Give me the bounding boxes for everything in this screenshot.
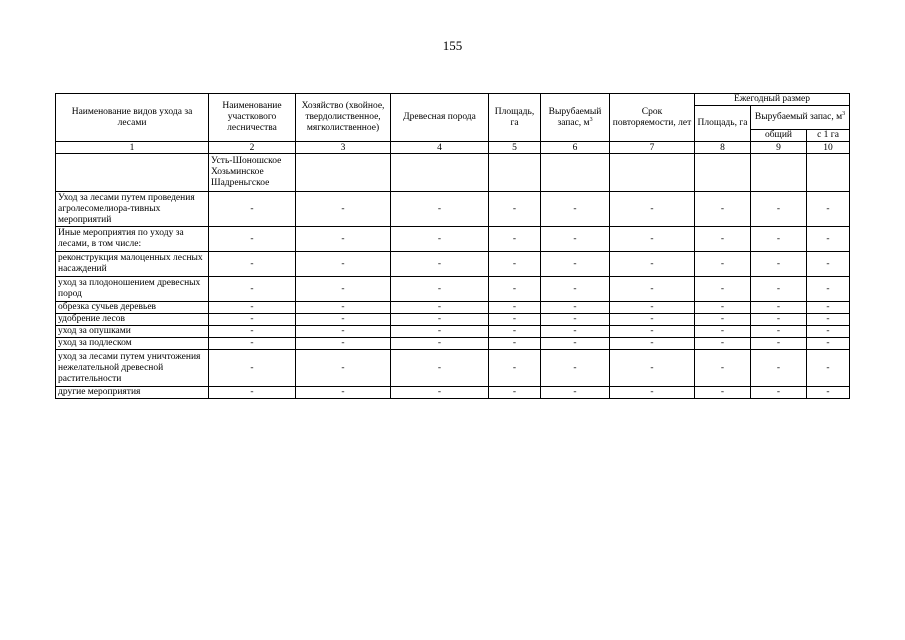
value-cell: - — [541, 277, 610, 302]
value-cell: - — [391, 338, 489, 350]
value-cell: - — [807, 350, 850, 387]
value-cell: - — [610, 252, 695, 277]
page-number: 155 — [442, 38, 463, 53]
column-number: 7 — [610, 142, 695, 154]
value-cell: - — [610, 302, 695, 314]
value-cell: - — [541, 326, 610, 338]
forestry-name: Усть-Шоношское — [211, 156, 282, 166]
value-cell: - — [695, 350, 751, 387]
header-forestry: Наименование участкового лесничества — [209, 94, 296, 142]
care-type-name: Иные мероприятия по уходу за лесами, в том числе: — [56, 227, 209, 252]
value-cell: - — [807, 326, 850, 338]
value-cell: - — [751, 252, 807, 277]
value-cell: - — [296, 314, 391, 326]
value-cell: - — [209, 338, 296, 350]
column-number: 4 — [391, 142, 489, 154]
empty-cell — [751, 154, 807, 192]
value-cell: - — [751, 387, 807, 399]
empty-cell — [807, 154, 850, 192]
value-cell: - — [695, 192, 751, 227]
value-cell: - — [209, 277, 296, 302]
value-cell: - — [391, 302, 489, 314]
header-annual-stock: Вырубаемый запас, $м^3$ — [751, 106, 850, 130]
value-cell: - — [610, 326, 695, 338]
value-cell: - — [541, 192, 610, 227]
value-cell: - — [695, 227, 751, 252]
value-cell: - — [541, 314, 610, 326]
value-cell: - — [489, 227, 541, 252]
value-cell: - — [296, 227, 391, 252]
value-cell: - — [391, 387, 489, 399]
value-cell: - — [695, 314, 751, 326]
care-type-name: обрезка сучьев деревьев — [56, 302, 209, 314]
column-number: 3 — [296, 142, 391, 154]
empty-cell — [296, 154, 391, 192]
header-economy: Хозяйство (хвойное, твердолиственное, мягколиственное) — [296, 94, 391, 142]
value-cell: - — [209, 326, 296, 338]
value-cell: - — [209, 314, 296, 326]
value-cell: - — [807, 227, 850, 252]
value-cell: - — [751, 302, 807, 314]
value-cell: - — [610, 227, 695, 252]
value-cell: - — [489, 277, 541, 302]
table-row — [56, 350, 850, 387]
value-cell: - — [209, 350, 296, 387]
header-annual-per-ha: с 1 га — [807, 130, 850, 142]
column-number: 1 — [56, 142, 209, 154]
value-cell: - — [391, 252, 489, 277]
value-cell: - — [695, 326, 751, 338]
table-row — [56, 314, 850, 326]
value-cell: - — [751, 314, 807, 326]
value-cell: - — [695, 387, 751, 399]
value-cell: - — [807, 302, 850, 314]
header-species: Древесная порода — [391, 94, 489, 142]
value-cell: - — [391, 314, 489, 326]
value-cell: - — [489, 314, 541, 326]
empty-cell — [610, 154, 695, 192]
value-cell: - — [807, 277, 850, 302]
care-type-name: Уход за лесами путем проведения агролесомелиора-тивных мероприятий — [56, 192, 209, 227]
value-cell: - — [391, 350, 489, 387]
value-cell: - — [541, 252, 610, 277]
value-cell: - — [751, 227, 807, 252]
header-area: Площадь, га — [489, 94, 541, 142]
forestry-name: Хозьминское — [211, 167, 264, 177]
column-number: 9 — [751, 142, 807, 154]
table-row — [56, 302, 850, 314]
value-cell: - — [807, 252, 850, 277]
value-cell: - — [489, 350, 541, 387]
value-cell: - — [489, 387, 541, 399]
value-cell: - — [751, 338, 807, 350]
column-number: 5 — [489, 142, 541, 154]
value-cell: - — [610, 277, 695, 302]
forestry-names-row — [56, 154, 850, 192]
table-row — [56, 227, 850, 252]
header-annual-area: Площадь, га — [695, 106, 751, 142]
value-cell: - — [209, 387, 296, 399]
value-cell: - — [209, 302, 296, 314]
value-cell: - — [610, 314, 695, 326]
value-cell: - — [296, 350, 391, 387]
value-cell: - — [541, 302, 610, 314]
value-cell: - — [807, 192, 850, 227]
value-cell: - — [296, 338, 391, 350]
header-annual-size: Ежегодный размер — [695, 94, 850, 106]
value-cell: - — [751, 277, 807, 302]
value-cell: - — [391, 192, 489, 227]
care-type-name: удобрение лесов — [56, 314, 209, 326]
value-cell: - — [296, 302, 391, 314]
column-number: 10 — [807, 142, 850, 154]
value-cell: - — [391, 277, 489, 302]
table-row — [56, 387, 850, 399]
value-cell: - — [391, 326, 489, 338]
value-cell: - — [807, 338, 850, 350]
value-cell: - — [751, 192, 807, 227]
column-number: 8 — [695, 142, 751, 154]
value-cell: - — [296, 387, 391, 399]
value-cell: - — [209, 227, 296, 252]
value-cell: - — [489, 302, 541, 314]
value-cell: - — [751, 326, 807, 338]
care-type-name: уход за плодоношением древесных пород — [56, 277, 209, 302]
value-cell: - — [541, 387, 610, 399]
care-type-name: другие мероприятия — [56, 387, 209, 399]
value-cell: - — [209, 192, 296, 227]
value-cell: - — [610, 338, 695, 350]
value-cell: - — [610, 192, 695, 227]
value-cell: - — [296, 326, 391, 338]
header-care-type: Наименование видов ухода за лесами — [56, 94, 209, 142]
empty-cell — [56, 154, 209, 192]
forestry-name: Шадреньгское — [211, 178, 270, 188]
header-annual-total: общий — [751, 130, 807, 142]
table-row — [56, 338, 850, 350]
empty-cell — [541, 154, 610, 192]
header-repeat-period: Срок повторяемости, лет — [610, 94, 695, 142]
value-cell: - — [695, 338, 751, 350]
value-cell: - — [610, 387, 695, 399]
care-type-name: уход за лесами путем уничтожения нежелательной древесной растительности — [56, 350, 209, 387]
care-type-name: уход за подлеском — [56, 338, 209, 350]
care-type-name: реконструкция малоценных лесных насаждений — [56, 252, 209, 277]
value-cell: - — [807, 314, 850, 326]
empty-cell — [695, 154, 751, 192]
value-cell: - — [489, 252, 541, 277]
value-cell: - — [296, 277, 391, 302]
empty-cell — [391, 154, 489, 192]
forest-care-table — [55, 93, 850, 399]
care-type-name: уход за опушками — [56, 326, 209, 338]
value-cell: - — [489, 338, 541, 350]
column-number: 6 — [541, 142, 610, 154]
value-cell: - — [296, 192, 391, 227]
value-cell: - — [807, 387, 850, 399]
table-row — [56, 277, 850, 302]
column-number: 2 — [209, 142, 296, 154]
value-cell: - — [695, 277, 751, 302]
value-cell: - — [695, 302, 751, 314]
value-cell: - — [751, 350, 807, 387]
forestry-names-cell — [209, 154, 296, 192]
value-cell: - — [489, 326, 541, 338]
value-cell: - — [209, 252, 296, 277]
value-cell: - — [296, 252, 391, 277]
header-stock: Вырубаемый запас, $м^3$ — [541, 94, 610, 142]
value-cell: - — [541, 227, 610, 252]
table-row — [56, 252, 850, 277]
value-cell: - — [541, 338, 610, 350]
value-cell: - — [541, 350, 610, 387]
value-cell: - — [695, 252, 751, 277]
column-numbers-row — [56, 142, 850, 154]
value-cell: - — [489, 192, 541, 227]
value-cell: - — [610, 350, 695, 387]
table-row — [56, 192, 850, 227]
empty-cell — [489, 154, 541, 192]
table-row — [56, 326, 850, 338]
value-cell: - — [391, 227, 489, 252]
